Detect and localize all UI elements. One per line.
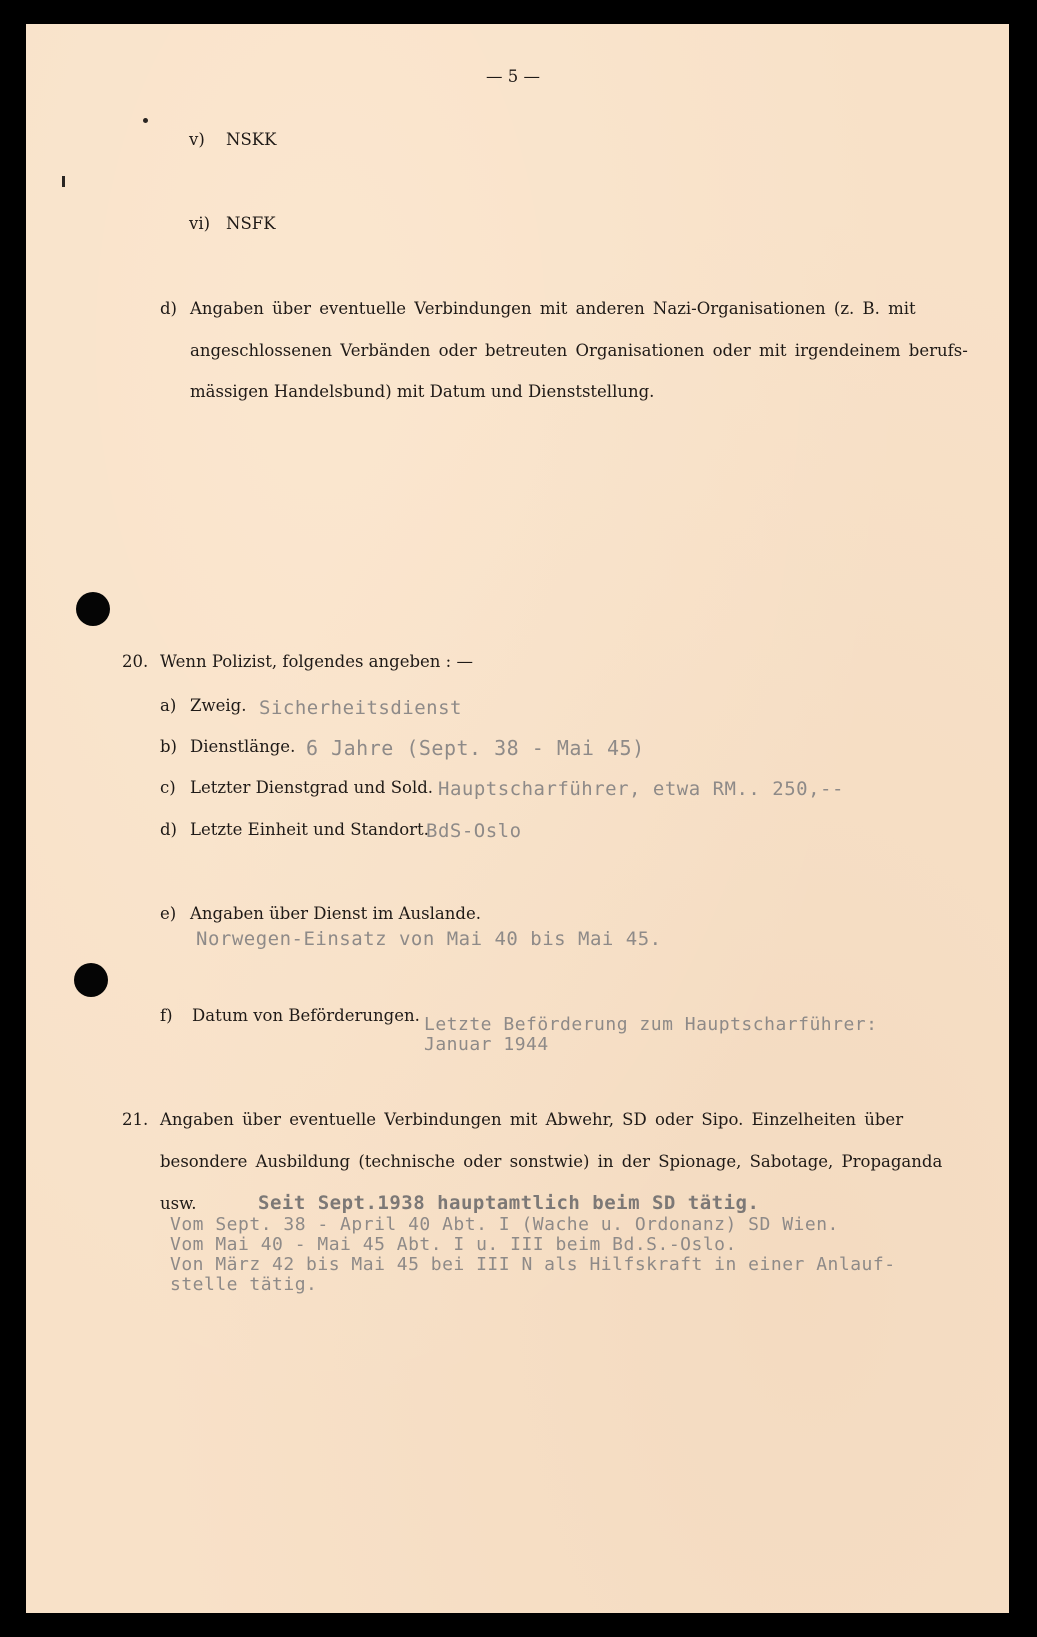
section-20-d-marker: d) (160, 820, 177, 839)
page-number: — 5 — (486, 67, 540, 86)
section-20-f-label: Datum von Beförderungen. (192, 1006, 420, 1025)
section-20-f-marker: f) (160, 1006, 173, 1025)
section-20-a-answer: Sicherheitsdienst (259, 697, 462, 719)
section-21-line-2: besondere Ausbildung (technische oder sonstwie) in der Spionage, Sabotage, Propaganda (160, 1152, 943, 1171)
section-20-f-answer-line-1: Letzte Beförderung zum Hauptscharführer: (424, 1014, 878, 1035)
item-d-marker: d) (160, 299, 177, 318)
section-20-c-label: Letzter Dienstgrad und Sold. (190, 778, 434, 797)
section-20-b-label: Dienstlänge. (190, 737, 296, 756)
item-d-line-2: angeschlossenen Verbänden oder betreuten Organisationen oder mit irgendeinem berufs- (190, 341, 968, 360)
section-21-answer-line-2: Vom Mai 40 - Mai 45 Abt. I u. III beim Bd.S.-Oslo. (170, 1234, 737, 1255)
section-20-b-answer: 6 Jahre (Sept. 38 - Mai 45) (306, 736, 645, 760)
punch-hole-top (76, 592, 110, 626)
section-20-e-label: Angaben über Dienst im Auslande. (190, 904, 481, 923)
item-v-label: NSKK (226, 130, 277, 149)
section-21-answer-line-4: stelle tätig. (170, 1274, 318, 1295)
section-20-c-marker: c) (160, 778, 176, 797)
item-v-marker: v) (189, 130, 205, 149)
section-21-answer-line-3: Von März 42 bis Mai 45 bei III N als Hilfskraft in einer Anlauf- (170, 1254, 896, 1275)
section-21-number: 21. (122, 1110, 149, 1129)
section-20-d-label: Letzte Einheit und Standort. (190, 820, 429, 839)
document-page (26, 24, 1009, 1613)
item-vi-marker: vi) (189, 214, 211, 233)
section-20-e-marker: e) (160, 904, 177, 923)
section-21-line-3: usw. (160, 1194, 197, 1213)
section-20-b-marker: b) (160, 737, 177, 756)
section-20-a-label: Zweig. (190, 696, 247, 715)
section-20-a-marker: a) (160, 696, 177, 715)
ink-speck (143, 118, 148, 123)
section-20-number: 20. (122, 652, 149, 671)
item-vi-label: NSFK (226, 214, 276, 233)
section-20-d-answer: BdS-Oslo (426, 820, 522, 842)
section-21-answer-line-1: Vom Sept. 38 - April 40 Abt. I (Wache u. Ordonanz) SD Wien. (170, 1214, 839, 1235)
punch-hole-bottom (74, 963, 108, 997)
item-d-line-1: Angaben über eventuelle Verbindungen mit anderen Nazi-Organisationen (z. B. mit (190, 299, 916, 318)
item-d-line-3: mässigen Handelsbund) mit Datum und Dienststellung. (190, 382, 655, 401)
section-21-line-1: Angaben über eventuelle Verbindungen mit Abwehr, SD oder Sipo. Einzelheiten über (160, 1110, 904, 1129)
section-21-answer-headline: Seit Sept.1938 hauptamtlich beim SD tätig. (258, 1192, 760, 1214)
section-20-c-answer: Hauptscharführer, etwa RM.. 250,-- (438, 778, 844, 800)
section-20-heading: Wenn Polizist, folgendes angeben : — (160, 652, 473, 671)
section-20-e-answer: Norwegen-Einsatz von Mai 40 bis Mai 45. (196, 928, 662, 950)
section-20-f-answer-line-2: Januar 1944 (424, 1034, 549, 1055)
ink-speck (62, 176, 65, 187)
